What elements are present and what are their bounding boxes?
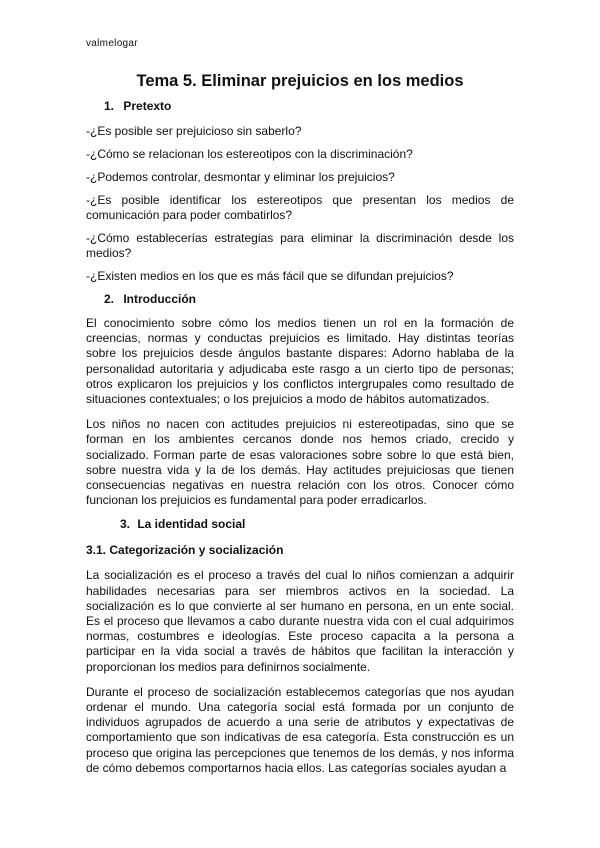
heading-introduccion [104,292,514,307]
heading-text: Introducción [123,292,197,306]
page-header-author: valmelogar [86,38,138,49]
page-title: Tema 5. Eliminar prejuicios en los medios [136,72,464,90]
paragraph: La socialización es el proceso a través del cual lo niños comienzan a adquirir habilidades necesarias para ser miembros activos en la sociedad. La socialización es lo que convierte al ser humano en persona, en un ente social. Es el proceso que llevamos a cabo durante nuestra vida con el cual adquirimos normas, costumbres e ideologías. Este proceso capacita a la persona a participar en la vida social a través de hábitos que facilitan la interacción y proporcionan los medios para definirnos socialmente. [86,568,514,674]
paragraph: El conocimiento sobre cómo los medios tienen un rol en la formación de creencias, normas y conductas prejuicios es limitado. Hay distintas teorías sobre los prejuicios desde ángulos bastante dispares: Adorno hablaba de la personalidad autoritaria y adjudicaba este rasgo a un cierto tipo de personas; otros explicaron los prejuicios y los conflictos intergrupales como resultado de situaciones contextuales; o los prejuicios a modo de hábitos automatizados. [86,316,514,407]
question-item: -¿Es posible identificar los estereotipos que presentan los medios de comunicación para poder combatirlos? [86,193,514,222]
question-item: -¿Cómo se relacionan los estereotipos con la discriminación? [86,147,413,161]
paragraph: Durante el proceso de socialización establecemos categorías que nos ayudan ordenar el mundo. Una categoría social está formada por un conjunto de individuos agrupados de acuerdo a una serie de atributos y expectativas de comportamiento que son indicativas de esa categoría. Esta construcción es un proceso que origina las percepciones que tenemos de los demás, y nos informa de cómo debemos comportarnos hacia ellos. Las categorías sociales ayudan a [86,684,514,775]
question-item: -¿Es posible ser prejuicioso sin saberlo? [86,124,302,138]
subheading-categorizacion: 3.1. Categorización y socialización [86,543,284,558]
question-item: -¿Existen medios en los que es más fácil que se difundan prejuicios? [86,269,454,283]
question-item: -¿Cómo establecerías estrategias para eliminar la discriminación desde los medios? [86,231,514,260]
document-body [86,98,514,776]
heading-text: Pretexto [123,99,172,113]
heading-pretexto [104,99,514,114]
heading-number: 3. [120,517,131,532]
heading-number: 2. [104,292,115,306]
question-item: -¿Podemos controlar, desmontar y eliminar los prejuicios? [86,170,395,184]
heading-identidad-social [120,517,514,532]
paragraph: Los niños no nacen con actitudes prejuicios ni estereotipadas, sino que se forman en los ambientes cercanos donde nos hemos criado, crecido y socializado. Forman parte de esas valoraciones sobre sobre lo que está bien, sobre nuestra vida y la de los demás. Hay actitudes prejuiciosas que tienen consecuencias negativas en nuestra relación con los otros. Conocer cómo funcionan los prejuicios es fundamental para poder erradicarlos. [86,417,514,508]
heading-text: La identidad social [137,517,246,532]
heading-number: 1. [104,99,115,113]
